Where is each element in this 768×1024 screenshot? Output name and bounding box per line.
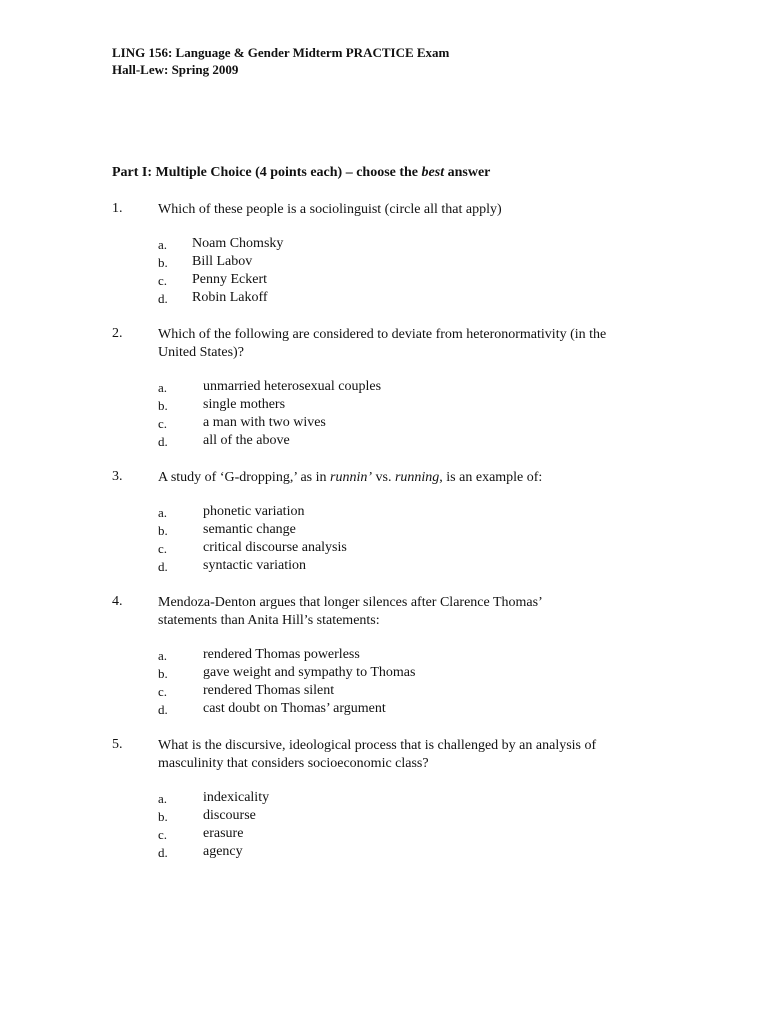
- option-text: agency: [203, 844, 243, 859]
- option-text: unmarried heterosexual couples: [203, 379, 382, 394]
- option-letter: c.: [158, 416, 168, 431]
- option-letter: c.: [158, 273, 168, 288]
- question-text: United States)?: [158, 345, 244, 360]
- option-letter: d.: [158, 702, 168, 717]
- option-letter: a.: [158, 648, 168, 663]
- option-text: all of the above: [203, 433, 290, 448]
- question-text-emphasis: running: [394, 470, 440, 485]
- option-text: critical discourse analysis: [203, 540, 347, 555]
- question-text-emphasis: runnin’: [330, 470, 372, 485]
- instructor-term: Hall-Lew: Spring 2009: [112, 62, 239, 77]
- part-heading: [112, 165, 490, 181]
- part-heading-emphasis: best: [421, 165, 445, 180]
- question-number: 1.: [112, 201, 123, 216]
- question-text: [158, 469, 542, 487]
- option-text: cast doubt on Thomas’ argument: [203, 701, 386, 716]
- option-letter: d.: [158, 291, 168, 306]
- question-text-post: , is an example of:: [439, 470, 543, 485]
- question-text-mid: vs.: [372, 470, 395, 485]
- option-text: semantic change: [203, 522, 296, 537]
- question-number: 3.: [112, 469, 123, 484]
- question-text: Which of the following are considered to deviate from heteronormativity (in the: [158, 327, 607, 342]
- option-letter: c.: [158, 827, 168, 842]
- question-number: 5.: [112, 737, 123, 752]
- option-text: phonetic variation: [203, 504, 305, 519]
- option-letter: a.: [158, 380, 168, 395]
- option-text: gave weight and sympathy to Thomas: [203, 665, 416, 680]
- option-text: rendered Thomas powerless: [203, 647, 360, 662]
- option-text: syntactic variation: [203, 558, 307, 573]
- option-letter: a.: [158, 237, 168, 252]
- course-title: LING 156: Language & Gender Midterm PRACTICE Exam: [112, 45, 450, 60]
- question-text: statements than Anita Hill’s statements:: [158, 613, 380, 628]
- option-text: discourse: [203, 808, 256, 823]
- option-letter: b.: [158, 809, 168, 824]
- option-letter: b.: [158, 255, 168, 270]
- option-letter: b.: [158, 398, 168, 413]
- question-number: 4.: [112, 594, 123, 609]
- option-letter: b.: [158, 523, 168, 538]
- question-text: What is the discursive, ideological process that is challenged by an analysis of: [158, 738, 597, 753]
- option-text: a man with two wives: [203, 415, 326, 430]
- option-letter: d.: [158, 845, 168, 860]
- option-text: Noam Chomsky: [192, 236, 284, 251]
- option-text: single mothers: [203, 397, 286, 412]
- part-heading-label: Part I: Multiple Choice (4 points each) – choose the: [112, 165, 419, 180]
- option-letter: a.: [158, 505, 168, 520]
- option-letter: c.: [158, 684, 168, 699]
- option-text: Penny Eckert: [192, 272, 268, 287]
- part-heading-suffix: answer: [447, 165, 491, 180]
- option-text: erasure: [203, 826, 244, 841]
- option-text: Robin Lakoff: [192, 290, 268, 305]
- option-text: rendered Thomas silent: [203, 683, 335, 698]
- question-text: Which of these people is a sociolinguist (circle all that apply): [158, 202, 502, 217]
- option-text: indexicality: [203, 790, 270, 805]
- option-letter: c.: [158, 541, 168, 556]
- question-text: masculinity that considers socioeconomic class?: [158, 756, 429, 771]
- option-letter: d.: [158, 559, 168, 574]
- option-letter: b.: [158, 666, 168, 681]
- question-text: Mendoza-Denton argues that longer silences after Clarence Thomas’: [158, 595, 543, 610]
- question-text-pre: A study of ‘G-dropping,’ as in: [158, 470, 330, 485]
- option-letter: d.: [158, 434, 168, 449]
- option-letter: a.: [158, 791, 168, 806]
- question-number: 2.: [112, 326, 123, 341]
- option-text: Bill Labov: [192, 254, 253, 269]
